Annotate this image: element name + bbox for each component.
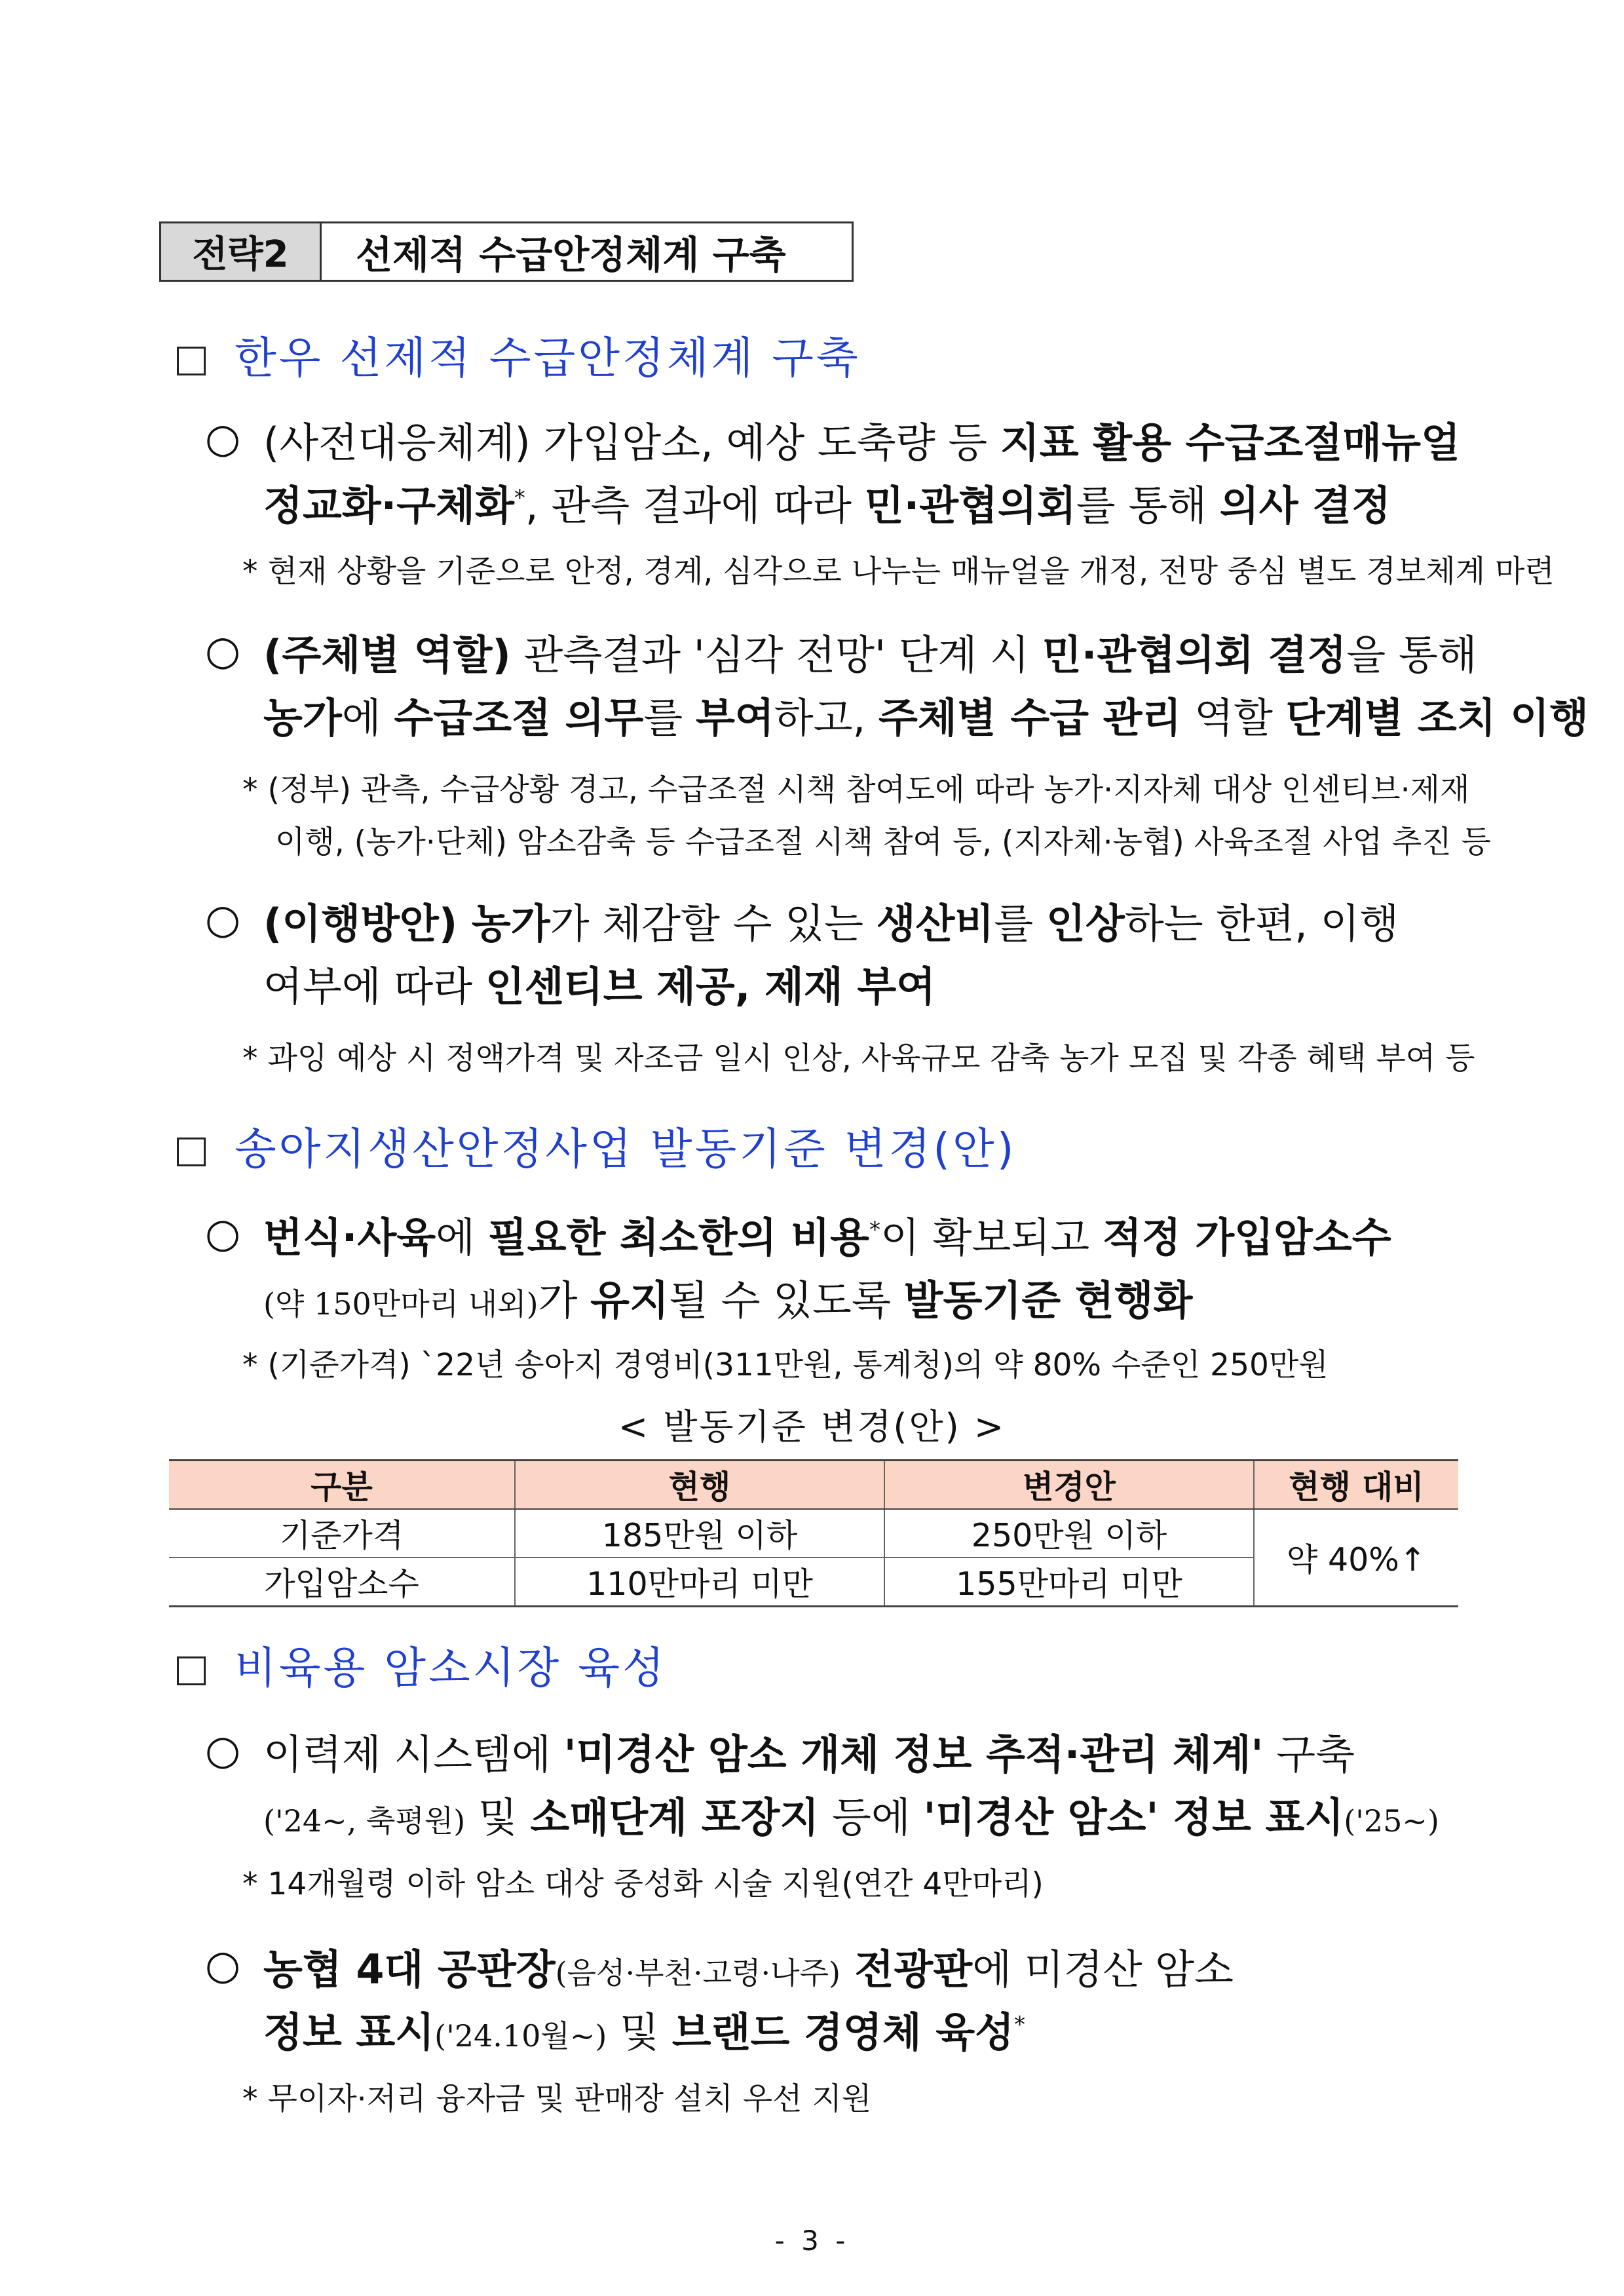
paragraph-line <box>263 954 935 1012</box>
table-cell: 250만원 이하 <box>884 1509 1254 1558</box>
text: 를 통해 <box>1076 482 1220 529</box>
bold-text: 민·관협의회 결정 <box>1042 631 1347 679</box>
small-text: ('24.10월~) <box>434 2018 607 2054</box>
text: 역할 <box>1181 694 1286 742</box>
paragraph-line <box>263 410 1460 469</box>
table-cell: 기준가격 <box>169 1509 515 1558</box>
bold-heading: (이행방안) <box>263 900 458 947</box>
text: 이력제 시스템에 <box>263 1731 564 1778</box>
footnote-mark: * <box>869 1217 880 1243</box>
footnote-mark: * <box>1014 2012 1025 2038</box>
bold-text: '미경산 암소' 정보 표시 <box>923 1793 1344 1841</box>
bold-text: 지표 활용 수급조절매뉴얼 <box>1000 419 1460 467</box>
table-cell: 가입암소수 <box>169 1558 515 1607</box>
bold-text: 정교화·구체화 <box>263 482 514 529</box>
bold-text: 필요한 최소한의 비용 <box>487 1214 869 1261</box>
bold-text: 농가 <box>457 900 550 947</box>
strategy-tag: 전략2 <box>161 223 322 280</box>
bold-text: 수급조절 의무 <box>394 694 644 742</box>
paragraph-line <box>263 891 1399 949</box>
paragraph-line <box>263 473 1391 531</box>
paragraph-line <box>263 1785 1439 1843</box>
text: 가 <box>538 1276 591 1324</box>
text: 가입암소, 예상 도축량 등 <box>530 419 1000 467</box>
small-text: (약 150만마리 내외) <box>263 1286 538 1322</box>
bold-heading: (사전대응체계) <box>263 419 531 467</box>
bold-text: 생산비 <box>876 900 994 947</box>
bold-text: 농협 4대 공판장 <box>263 1945 556 1993</box>
small-text: ('24~, 축평원) <box>263 1803 466 1839</box>
paragraph-line <box>263 2000 1025 2058</box>
note-continued: 이행, (농가·단체) 암소감축 등 수급조절 시책 참여 등, (지자체·농협) 사육조절 사업 추진 등 <box>275 824 1492 860</box>
bold-text: 인센티브 제공, 제재 부여 <box>485 963 936 1010</box>
bold-text: 전광판 <box>840 1945 973 1993</box>
note: * 14개월령 이하 암소 대상 중성화 시술 지원(연간 4만마리) <box>242 1866 1044 1902</box>
bold-text: 의사 결정 <box>1219 482 1391 529</box>
text: 될 수 있도록 <box>668 1276 904 1324</box>
text: 하고, <box>774 694 878 742</box>
bold-text: 인상 <box>1046 900 1125 947</box>
text: 구축 <box>1263 1731 1355 1778</box>
bold-heading: (주체별 역할) <box>263 631 511 679</box>
column-header: 구분 <box>169 1461 515 1510</box>
text: 에 <box>341 694 394 742</box>
text: 및 <box>607 2008 672 2056</box>
table-cell-merged: 약 40%↑ <box>1254 1509 1458 1607</box>
strategy-title: 선제적 수급안정체계 구축 <box>356 233 786 277</box>
comparison-table <box>169 1459 1458 1607</box>
paragraph-line <box>263 1268 1192 1326</box>
text: 을 통해 <box>1346 631 1477 679</box>
bold-text: 단계별 조치 이행 <box>1285 694 1589 742</box>
paragraph-line <box>263 1722 1355 1780</box>
table-cell: 185만원 이하 <box>515 1509 884 1558</box>
circle-bullet-icon: ○ <box>205 1726 241 1774</box>
small-text: (음성·부천·고령·나주) <box>555 1955 840 1991</box>
bold-text: 발동기준 현행화 <box>903 1276 1193 1324</box>
text: 에 미경산 암소 <box>972 1945 1234 1993</box>
checkbox-square-icon <box>177 1656 206 1685</box>
note: * 무이자·저리 융자금 및 판매장 설치 우선 지원 <box>242 2081 872 2117</box>
page-number: - 3 - <box>774 2225 850 2257</box>
paragraph-line <box>263 622 1477 681</box>
text: 가 체감할 수 있는 <box>550 900 877 947</box>
table-cell: 155만마리 미만 <box>884 1558 1254 1607</box>
table-row <box>169 1509 1458 1558</box>
note: * 현재 상황을 기준으로 안정, 경계, 심각으로 나누는 매뉴얼을 개정, 전망 중심 별도 경보체계 마련 <box>242 554 1555 590</box>
note: * (정부) 관측, 수급상황 경고, 수급조절 시책 참여도에 따라 농가·지자체 대상 인센티브·제재 <box>242 772 1470 808</box>
section-3-heading <box>177 1633 667 1695</box>
text: 이 확보되고 <box>880 1214 1103 1261</box>
text: , 관측 결과에 따라 <box>525 482 865 529</box>
paragraph-line <box>263 1937 1234 1995</box>
text: 를 <box>643 694 696 742</box>
bold-text: 농가 <box>263 694 342 742</box>
section-title: 송아지생산안정사업 발동기준 변경(안) <box>235 1124 1017 1174</box>
table-header-row <box>169 1461 1458 1510</box>
column-header: 현행 <box>515 1461 884 1510</box>
text: 하는 한편, 이행 <box>1124 900 1399 947</box>
bold-text: 민·관협의회 <box>864 482 1076 529</box>
text: 여부에 따라 <box>263 963 485 1010</box>
table-caption: < 발동기준 변경(안) > <box>618 1406 1006 1447</box>
column-header: 현행 대비 <box>1254 1461 1458 1510</box>
circle-bullet-icon: ○ <box>205 895 241 943</box>
footnote-mark: * <box>514 485 525 511</box>
table-cell: 110만마리 미만 <box>515 1558 884 1607</box>
small-text: ('25~) <box>1344 1803 1439 1839</box>
bold-text: 유지 <box>590 1276 669 1324</box>
paragraph-line <box>263 1205 1391 1263</box>
bold-text: 브랜드 경영체 육성 <box>671 2008 1014 2056</box>
section-2-heading <box>177 1114 1017 1176</box>
section-title: 비육용 암소시장 육성 <box>235 1643 667 1693</box>
strategy-header <box>159 221 854 282</box>
column-header: 변경안 <box>884 1461 1254 1510</box>
bold-text: '미경산 암소 개체 정보 추적·관리 체계' <box>563 1731 1264 1778</box>
circle-bullet-icon: ○ <box>205 414 241 462</box>
checkbox-square-icon <box>177 347 206 375</box>
bold-text: 번식·사육 <box>263 1214 436 1261</box>
circle-bullet-icon: ○ <box>205 1209 241 1257</box>
note: * (기준가격) `22년 송아지 경영비(311만원, 통계청)의 약 80% 수준인 250만원 <box>242 1347 1329 1383</box>
bold-text: 정보 표시 <box>263 2008 435 2056</box>
text: 에 <box>436 1214 488 1261</box>
text: 등에 <box>819 1793 924 1841</box>
circle-bullet-icon: ○ <box>205 1941 241 1989</box>
bold-text: 적정 가입암소수 <box>1102 1214 1391 1261</box>
section-title: 한우 선제적 수급안정체계 구축 <box>235 333 861 383</box>
text: 및 <box>465 1793 531 1841</box>
section-1-heading <box>177 323 861 385</box>
bold-text: 소매단계 포장지 <box>530 1793 820 1841</box>
checkbox-square-icon <box>177 1138 206 1166</box>
text: 를 <box>994 900 1046 947</box>
paragraph-line <box>263 685 1589 744</box>
circle-bullet-icon: ○ <box>205 626 241 674</box>
text: 관측결과 '심각 전망' 단계 시 <box>510 631 1042 679</box>
bold-text: 주체별 수급 관리 <box>878 694 1182 742</box>
bold-text: 부여 <box>695 694 774 742</box>
note: * 과잉 예상 시 정액가격 및 자조금 일시 인상, 사육규모 감축 농가 모집 및 각종 혜택 부여 등 <box>242 1041 1475 1077</box>
